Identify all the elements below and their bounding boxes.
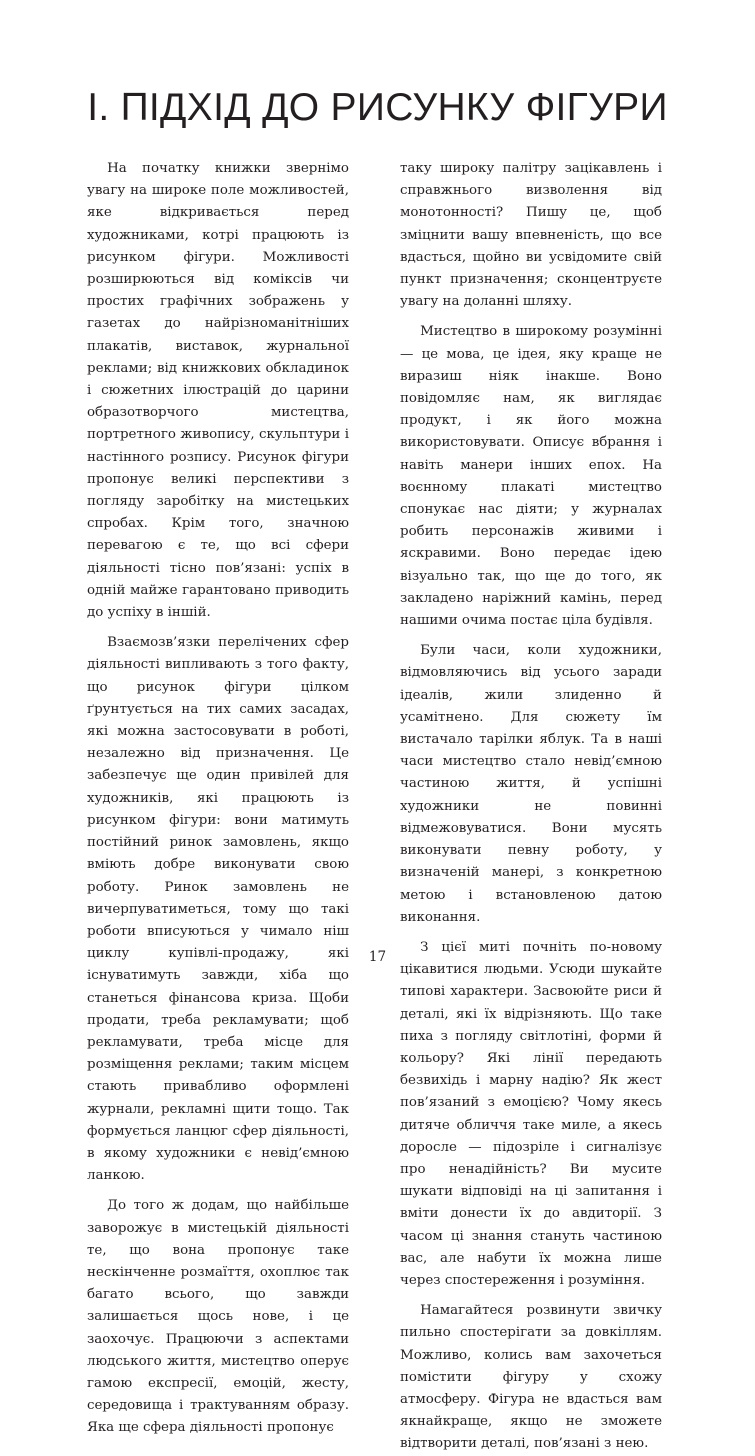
text-column-right [400, 158, 662, 1456]
chapter-title: І. ПІДХІД ДО РИСУНКУ ФІГУРИ [87, 86, 668, 129]
paragraph: Взаємозв’язки перелічених сфер діяльності випливають з того факту, що рисунок фігури цілком ґрунтується на тих самих засадах, які можна застосовувати в роботі, незалежно від призначення. Це забезпечує ще один привілей для художників, які працюють із рисунком фігури: вони матимуть постійний ринок замовлень, якщо вміють добре виконувати свою роботу. Ринок замовлень не вичерпуватиметься, тому що такі роботи вписуються у чимало ніш циклу купівлі-продажу, які існуватимуть завжди, хіба що станеться фінансова криза. Щоби продати, треба рекламувати; щоб рекламувати, треба місце для розміщення реклами; таким місцем стають привабливо оформлені журнали, рекламні щити тощо. Так формується ланцюг сфер діяльності, в якому художники є невід’ємною ланкою. [87, 635, 349, 1184]
text-column-left [87, 158, 349, 1440]
page-number: 17 [368, 949, 387, 965]
paragraph: На початку книжки звернімо увагу на широке поле можливостей, яке відкривається перед художниками, котрі працюють із рисунком фігури. Можливості розширюються від коміксів чи простих графічних зображень у газетах до найрізноманітніших плакатів, виставок, журнальної реклами; від книжкових обкладинок і сюжетних ілюстрацій до царини образотворчого мистецтва, портретного живопису, скульптури і настінного розпису. Рисунок фігури пропонує великі перспективи з погляду заробітку на мистецьких спробах. Крім того, значною перевагою є те, що всі сфери діяльності тісно пов’язані: успіх в одній майже гарантовано приводить до успіху в іншій. [87, 161, 349, 621]
paragraph: Мистецтво в широкому розумінні — це мова, це ідея, яку краще не виразиш ніяк інакше. Воно повідомляє нам, як виглядає продукт, і як його можна використовувати. Описує вбрання і навіть манери інших епох. На воєнному плакаті мистецтво спонукає нас діяти; у журналах робить персонажів живими і яскравими. Воно передає ідею візуально так, що ще до того, як закладено наріжний камінь, перед нашими очима постає ціла будівля. [400, 324, 662, 629]
paragraph: Намагайтеся розвинути звичку пильно спостерігати за довкіллям. Можливо, колись вам захочеться помістити фігуру у схожу атмосферу. Фігура не вдасться вам якнайкраще, якщо не зможете відтворити деталі, пов’язані з нею. [400, 1303, 662, 1452]
paragraph: Були часи, коли художники, відмовляючись від усього заради ідеалів, жили злиденно й усамітнено. Для сюжету їм вистачало тарілки яблук. Та в наші часи мистецтво стало невід’ємною частиною життя, й успішні художники не повинні відмежовуватися. Вони мусять виконувати певну роботу, у визначеній манері, з конкретною метою і встановленою датою виконання. [400, 643, 662, 925]
paragraph: З цієї миті почніть по-новому цікавитися людьми. Усюди шукайте типові характери. Засвоюйте риси й деталі, які їх відрізняють. Що таке пиха з погляду світлотіні, форми й кольору? Які лінії передають безвихідь і марну надію? Як жест пов’язаний з емоцією? Чому якесь дитяче обличчя таке миле, а якесь доросле — підозріле і сигналізує про ненадійність? Ви мусите шукати відповіді на ці запитання і вміти донести їх до авдиторії. З часом ці знання стануть частиною вас, але набути їх можна лише через спостереження і розуміння. [400, 939, 662, 1288]
paragraph: До того ж додам, що найбільше заворожує в мистецькій діяльності те, що вона пропонує таке нескінченне розмаїття, охоплює так багато всього, що завжди залишається щось нове, і це заохочує. Працюючи з аспектами людського життя, мистецтво оперує гамою експресії, емоцій, жесту, середовища і трактуванням образу. Яка ще сфера діяльності пропонує [87, 1198, 349, 1436]
paragraph-continued: таку широку палітру зацікавлень і справжнього визволення від монотонності? Пишу це, щоб зміцнити вашу впевненість, що все вдасться, щойно ви усвідомите свій пункт призначення; сконцентруєте увагу на доланні шляху. [400, 161, 662, 310]
